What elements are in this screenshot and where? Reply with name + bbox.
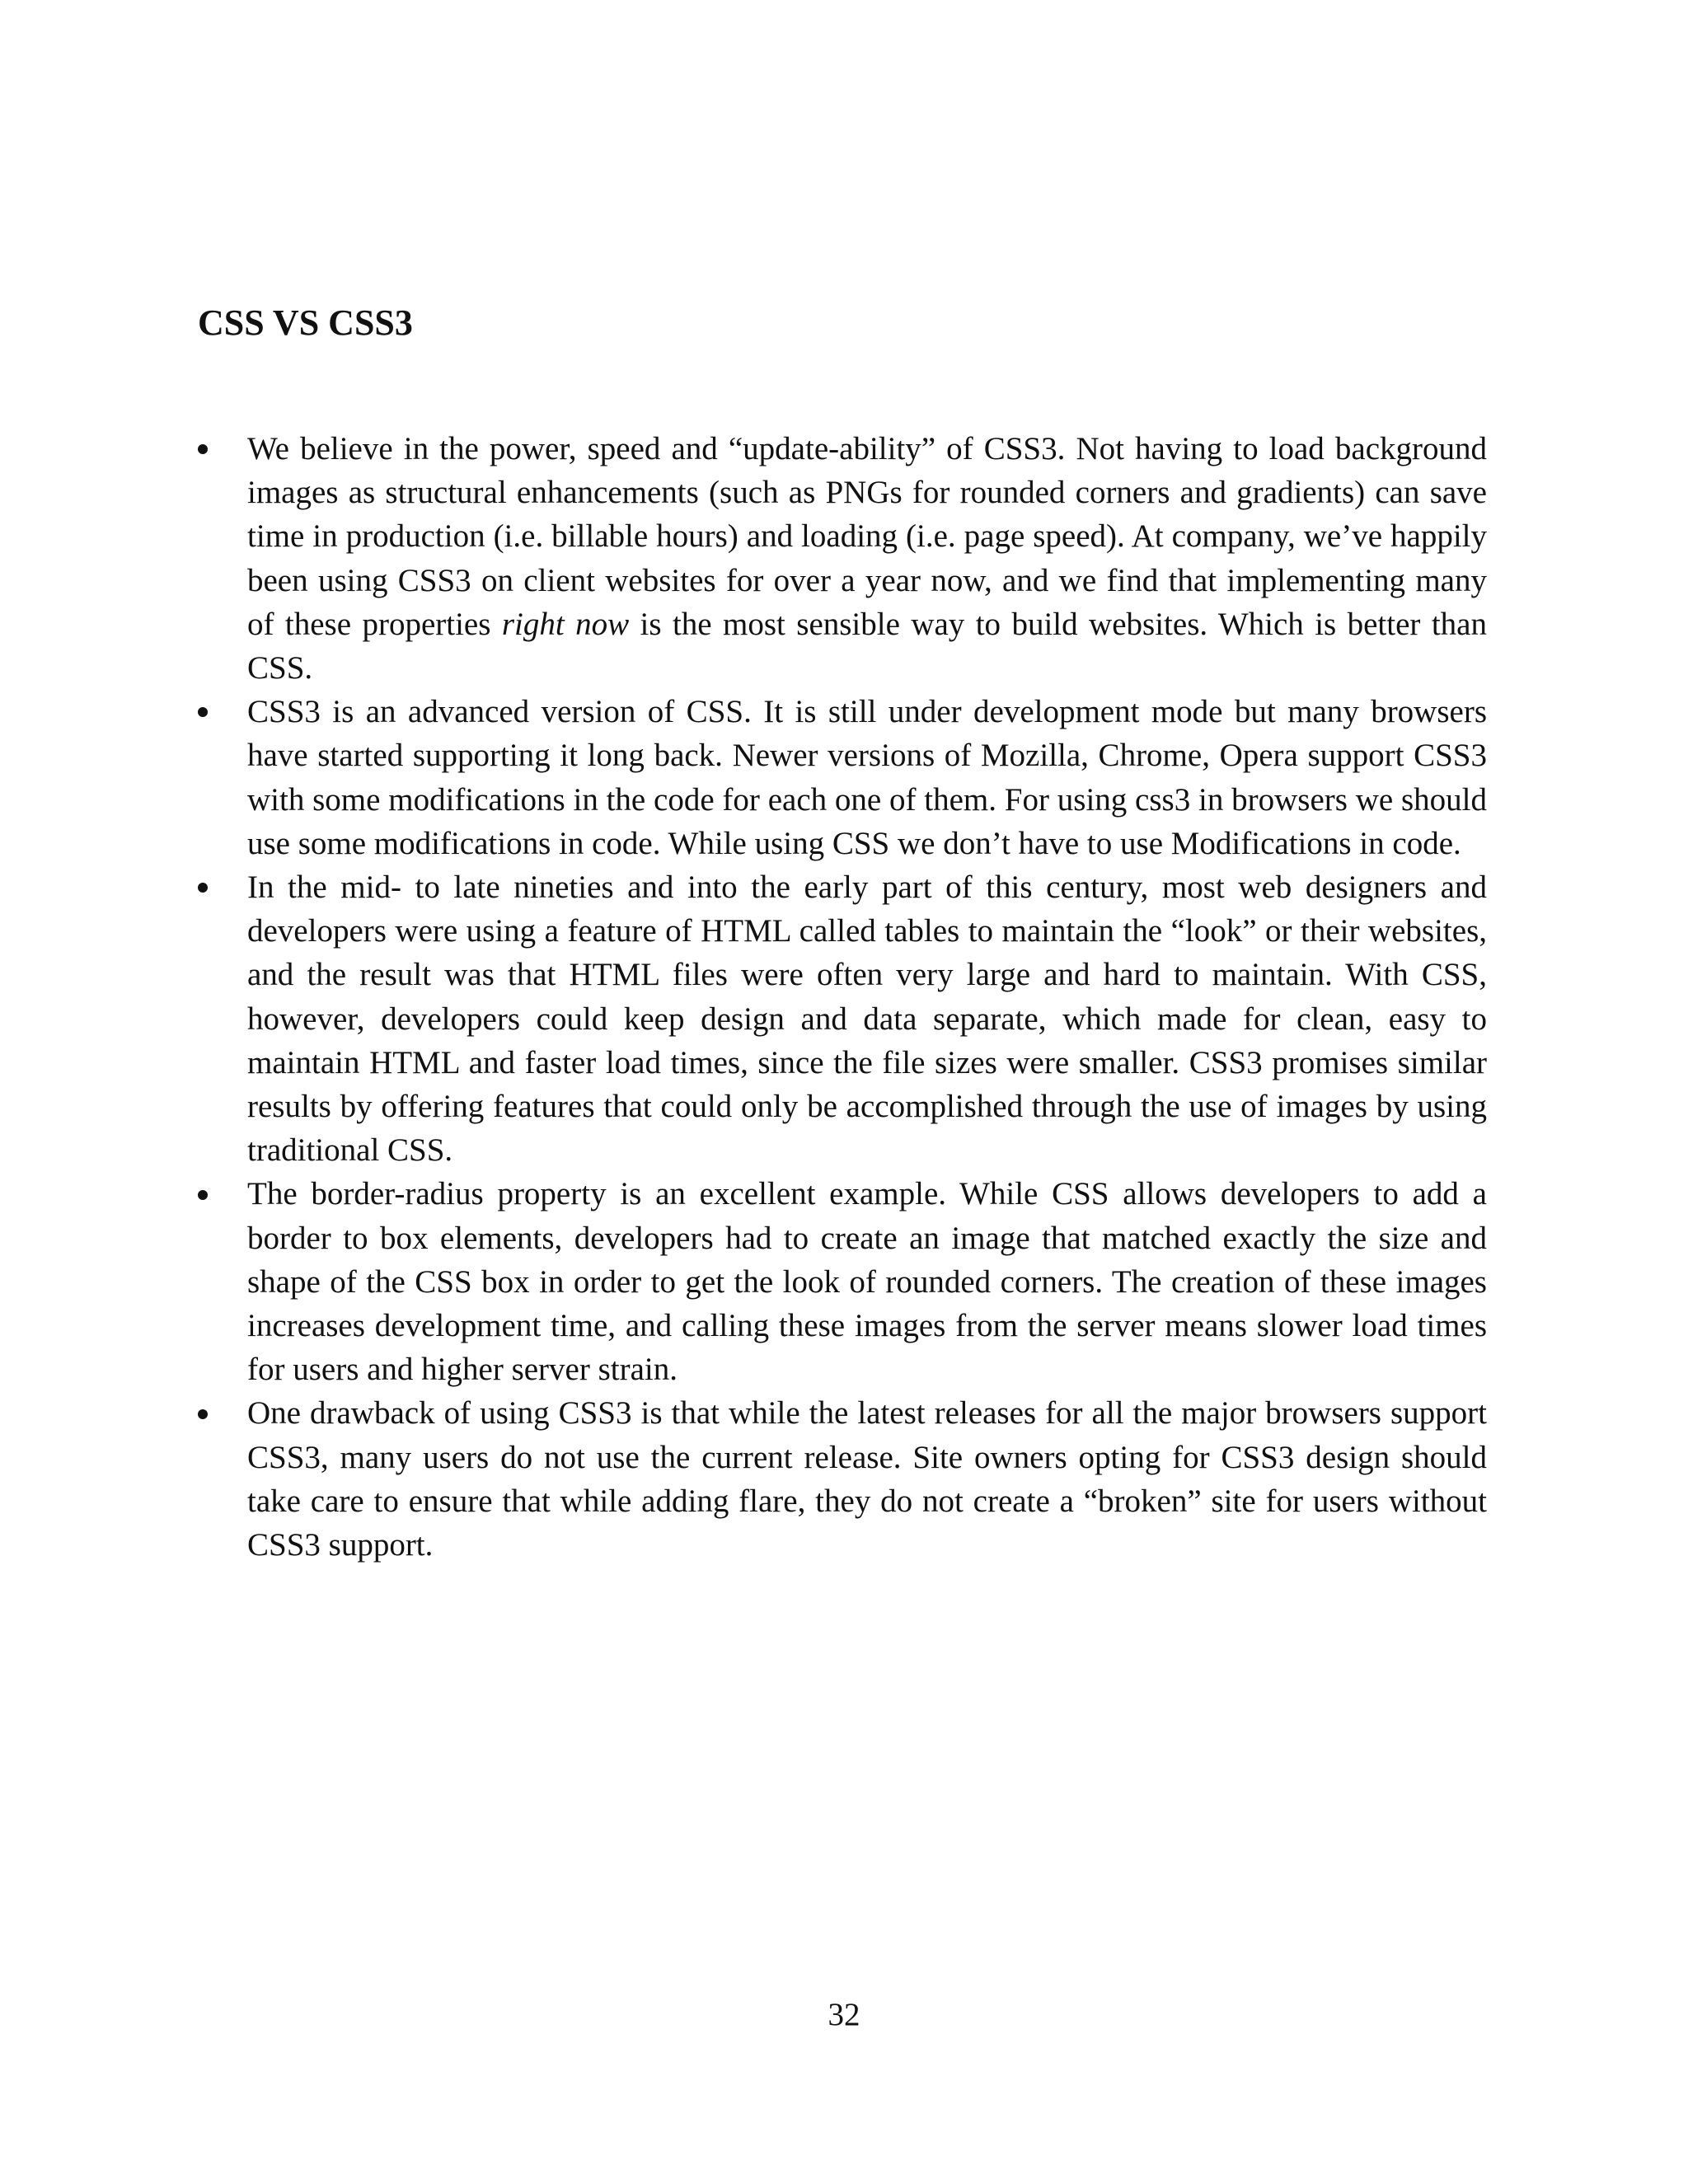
bullet-item [198,1172,1487,1391]
bullet-icon [198,427,214,471]
bullet-text: In the mid- to late nineties and into the early part of this century, most web designers and developers were using a feature of HTML called tables to maintain the “look” or their websites, and the result was that HTML files were often very large and hard to maintain. With CSS, however, developers could keep design and data separate, which made for clean, easy to maintain HTML and faster load times, since the file sizes were smaller. CSS3 promises similar results by offering features that could only be accomplished through the use of images by using traditional CSS. [247,869,1487,1169]
bullet-icon [198,690,214,733]
bullet-text-part: We believe in the power, speed and “update-ability” of CSS3. Not having to load background images as structural enhancements (such as PNGs for rounded corners and gradients) can save time in production (i.e. billable hours) and loading (i.e. page speed). At company, we’ve happily been using CSS3 on client websites for over a year now, and we find that implementing many of these properties [247,431,1487,642]
bullet-icon [198,1391,214,1435]
bullet-item [198,427,1487,690]
section-heading: CSS VS CSS3 [198,302,413,343]
bullet-list [198,427,1487,1567]
bullet-text: The border-radius property is an excellent example. While CSS allows developers to add a border to box elements, developers had to create an image that matched exactly the size and shape of the CSS box in order to get the look of rounded corners. The creation of these images increases development time, and calling these images from the server means slower load times for users and higher server strain. [247,1176,1487,1388]
bullet-icon [198,865,214,909]
bullet-text-italic: right now [501,606,630,642]
bullet-text-part: is the most sensible way to build websites. Which is better than CSS. [247,606,1487,687]
bullet-item [198,1391,1487,1567]
bullet-text: CSS3 is an advanced version of CSS. It is still under development mode but many browsers have started supporting it long back. Newer versions of Mozilla, Chrome, Opera support CSS3 with some modifications in the code for each one of them. For using css3 in browsers we should use some modifications in code. While using CSS we don’t have to use Modifications in code. [247,694,1487,861]
bullet-text: One drawback of using CSS3 is that while the latest releases for all the major browsers support CSS3, many users do not use the current release. Site owners opting for CSS3 design should take care to ensure that while adding flare, they do not create a “broken” site for users without CSS3 support. [247,1395,1487,1563]
bullet-item [198,690,1487,865]
page-number: 32 [828,1997,860,2032]
bullet-item [198,865,1487,1172]
bullet-icon [198,1172,214,1216]
